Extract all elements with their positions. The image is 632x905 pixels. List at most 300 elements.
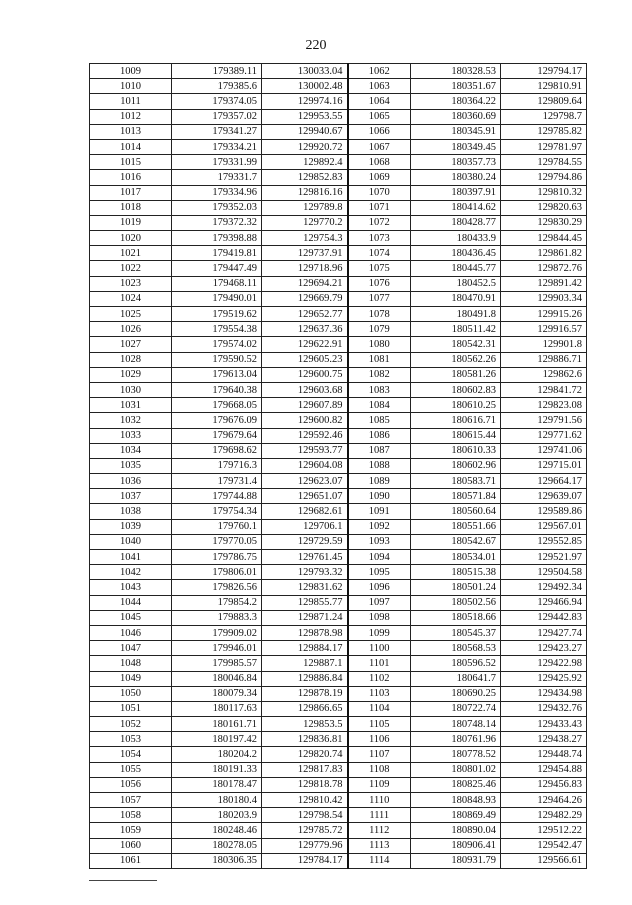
table-row — [90, 777, 587, 792]
point-number-cell: 1102 — [348, 671, 411, 686]
y-coordinate-cell: 129831.62 — [262, 580, 348, 595]
table-row — [90, 458, 587, 473]
y-coordinate-cell: 129820.63 — [501, 200, 587, 215]
table-row — [90, 185, 587, 200]
y-coordinate-cell: 129604.08 — [262, 458, 348, 473]
y-coordinate-cell: 129794.17 — [501, 64, 587, 79]
x-coordinate-cell: 180204.2 — [172, 747, 262, 762]
y-coordinate-cell: 129694.21 — [262, 276, 348, 291]
point-number-cell: 1092 — [348, 519, 411, 534]
x-coordinate-cell: 180452.5 — [411, 276, 501, 291]
table-row — [90, 276, 587, 291]
point-number-cell: 1108 — [348, 762, 411, 777]
point-number-cell: 1100 — [348, 641, 411, 656]
y-coordinate-cell: 129754.3 — [262, 231, 348, 246]
y-coordinate-cell: 129823.08 — [501, 398, 587, 413]
x-coordinate-cell: 179640.38 — [172, 382, 262, 397]
table-row — [90, 200, 587, 215]
x-coordinate-cell: 180596.52 — [411, 656, 501, 671]
x-coordinate-cell: 179468.11 — [172, 276, 262, 291]
point-number-cell: 1069 — [348, 170, 411, 185]
x-coordinate-cell: 180161.71 — [172, 717, 262, 732]
table-row — [90, 261, 587, 276]
x-coordinate-cell: 179731.4 — [172, 474, 262, 489]
point-number-cell: 1037 — [90, 489, 172, 504]
point-number-cell: 1067 — [348, 139, 411, 154]
x-coordinate-cell: 180515.38 — [411, 565, 501, 580]
x-coordinate-cell: 179909.02 — [172, 625, 262, 640]
y-coordinate-cell: 129434.98 — [501, 686, 587, 701]
y-coordinate-cell: 129916.57 — [501, 322, 587, 337]
y-coordinate-cell: 129798.54 — [262, 808, 348, 823]
point-number-cell: 1011 — [90, 94, 172, 109]
x-coordinate-cell: 179883.3 — [172, 610, 262, 625]
x-coordinate-cell: 180511.42 — [411, 322, 501, 337]
point-number-cell: 1061 — [90, 853, 172, 868]
x-coordinate-cell: 180364.22 — [411, 94, 501, 109]
y-coordinate-cell: 129729.59 — [262, 534, 348, 549]
table-row — [90, 398, 587, 413]
x-coordinate-cell: 179946.01 — [172, 641, 262, 656]
x-coordinate-cell: 180931.79 — [411, 853, 501, 868]
y-coordinate-cell: 129784.55 — [501, 155, 587, 170]
y-coordinate-cell: 129423.27 — [501, 641, 587, 656]
y-coordinate-cell: 129492.34 — [501, 580, 587, 595]
y-coordinate-cell: 129779.96 — [262, 838, 348, 853]
point-number-cell: 1104 — [348, 701, 411, 716]
table-row — [90, 155, 587, 170]
x-coordinate-cell: 180534.01 — [411, 550, 501, 565]
point-number-cell: 1035 — [90, 458, 172, 473]
table-row — [90, 352, 587, 367]
x-coordinate-cell: 179372.32 — [172, 215, 262, 230]
table-row — [90, 94, 587, 109]
table-row — [90, 231, 587, 246]
point-number-cell: 1074 — [348, 246, 411, 261]
y-coordinate-cell: 129841.72 — [501, 382, 587, 397]
x-coordinate-cell: 180046.84 — [172, 671, 262, 686]
y-coordinate-cell: 129901.8 — [501, 337, 587, 352]
point-number-cell: 1101 — [348, 656, 411, 671]
x-coordinate-cell: 180616.71 — [411, 413, 501, 428]
y-coordinate-cell: 129891.42 — [501, 276, 587, 291]
y-coordinate-cell: 129607.89 — [262, 398, 348, 413]
x-coordinate-cell: 179334.21 — [172, 139, 262, 154]
point-number-cell: 1048 — [90, 656, 172, 671]
x-coordinate-cell: 179854.2 — [172, 595, 262, 610]
x-coordinate-cell: 180869.49 — [411, 808, 501, 823]
point-number-cell: 1076 — [348, 276, 411, 291]
y-coordinate-cell: 129887.1 — [262, 656, 348, 671]
x-coordinate-cell: 180436.45 — [411, 246, 501, 261]
y-coordinate-cell: 129810.42 — [262, 793, 348, 808]
y-coordinate-cell: 129810.91 — [501, 79, 587, 94]
y-coordinate-cell: 129464.26 — [501, 793, 587, 808]
x-coordinate-cell: 179447.49 — [172, 261, 262, 276]
y-coordinate-cell: 129427.74 — [501, 625, 587, 640]
y-coordinate-cell: 129432.76 — [501, 701, 587, 716]
point-number-cell: 1045 — [90, 610, 172, 625]
point-number-cell: 1078 — [348, 307, 411, 322]
table-row — [90, 853, 587, 868]
x-coordinate-cell: 180380.24 — [411, 170, 501, 185]
point-number-cell: 1051 — [90, 701, 172, 716]
x-coordinate-cell: 180761.96 — [411, 732, 501, 747]
point-number-cell: 1107 — [348, 747, 411, 762]
table-row — [90, 732, 587, 747]
x-coordinate-cell: 179331.7 — [172, 170, 262, 185]
table-row — [90, 170, 587, 185]
x-coordinate-cell: 180562.26 — [411, 352, 501, 367]
x-coordinate-cell: 180722.74 — [411, 701, 501, 716]
x-coordinate-cell: 180414.62 — [411, 200, 501, 215]
point-number-cell: 1032 — [90, 413, 172, 428]
table-row — [90, 246, 587, 261]
y-coordinate-cell: 129422.98 — [501, 656, 587, 671]
footnote-divider — [89, 880, 157, 881]
x-coordinate-cell: 180180.4 — [172, 793, 262, 808]
y-coordinate-cell: 129830.29 — [501, 215, 587, 230]
y-coordinate-cell: 129866.65 — [262, 701, 348, 716]
table-row — [90, 838, 587, 853]
point-number-cell: 1071 — [348, 200, 411, 215]
x-coordinate-cell: 180641.7 — [411, 671, 501, 686]
y-coordinate-cell: 129903.34 — [501, 291, 587, 306]
point-number-cell: 1105 — [348, 717, 411, 732]
x-coordinate-cell: 179419.81 — [172, 246, 262, 261]
x-coordinate-cell: 179389.11 — [172, 64, 262, 79]
point-number-cell: 1106 — [348, 732, 411, 747]
y-coordinate-cell: 129940.67 — [262, 124, 348, 139]
point-number-cell: 1018 — [90, 200, 172, 215]
point-number-cell: 1010 — [90, 79, 172, 94]
point-number-cell: 1095 — [348, 565, 411, 580]
y-coordinate-cell: 129741.06 — [501, 443, 587, 458]
y-coordinate-cell: 130033.04 — [262, 64, 348, 79]
table-row — [90, 550, 587, 565]
point-number-cell: 1014 — [90, 139, 172, 154]
point-number-cell: 1088 — [348, 458, 411, 473]
point-number-cell: 1090 — [348, 489, 411, 504]
point-number-cell: 1068 — [348, 155, 411, 170]
y-coordinate-cell: 129794.86 — [501, 170, 587, 185]
point-number-cell: 1033 — [90, 428, 172, 443]
x-coordinate-cell: 180428.77 — [411, 215, 501, 230]
y-coordinate-cell: 129809.64 — [501, 94, 587, 109]
y-coordinate-cell: 129853.5 — [262, 717, 348, 732]
y-coordinate-cell: 129785.72 — [262, 823, 348, 838]
table-row — [90, 747, 587, 762]
x-coordinate-cell: 179716.3 — [172, 458, 262, 473]
x-coordinate-cell: 179385.6 — [172, 79, 262, 94]
point-number-cell: 1065 — [348, 109, 411, 124]
x-coordinate-cell: 180328.53 — [411, 64, 501, 79]
point-number-cell: 1019 — [90, 215, 172, 230]
point-number-cell: 1091 — [348, 504, 411, 519]
y-coordinate-cell: 129886.71 — [501, 352, 587, 367]
x-coordinate-cell: 180542.67 — [411, 534, 501, 549]
x-coordinate-cell: 179754.34 — [172, 504, 262, 519]
x-coordinate-cell: 180178.47 — [172, 777, 262, 792]
point-number-cell: 1066 — [348, 124, 411, 139]
point-number-cell: 1039 — [90, 519, 172, 534]
point-number-cell: 1022 — [90, 261, 172, 276]
y-coordinate-cell: 129886.84 — [262, 671, 348, 686]
point-number-cell: 1012 — [90, 109, 172, 124]
x-coordinate-cell: 180602.96 — [411, 458, 501, 473]
point-number-cell: 1016 — [90, 170, 172, 185]
x-coordinate-cell: 179760.1 — [172, 519, 262, 534]
y-coordinate-cell: 129818.78 — [262, 777, 348, 792]
point-number-cell: 1114 — [348, 853, 411, 868]
x-coordinate-cell: 180360.69 — [411, 109, 501, 124]
y-coordinate-cell: 129852.83 — [262, 170, 348, 185]
y-coordinate-cell: 129872.76 — [501, 261, 587, 276]
point-number-cell: 1013 — [90, 124, 172, 139]
point-number-cell: 1111 — [348, 808, 411, 823]
point-number-cell: 1025 — [90, 307, 172, 322]
point-number-cell: 1034 — [90, 443, 172, 458]
x-coordinate-cell: 179668.05 — [172, 398, 262, 413]
x-coordinate-cell: 180501.24 — [411, 580, 501, 595]
x-coordinate-cell: 180470.91 — [411, 291, 501, 306]
x-coordinate-cell: 180602.83 — [411, 382, 501, 397]
table-row — [90, 762, 587, 777]
point-number-cell: 1060 — [90, 838, 172, 853]
y-coordinate-cell: 129798.7 — [501, 109, 587, 124]
y-coordinate-cell: 129592.46 — [262, 428, 348, 443]
point-number-cell: 1043 — [90, 580, 172, 595]
point-number-cell: 1049 — [90, 671, 172, 686]
x-coordinate-cell: 179374.05 — [172, 94, 262, 109]
y-coordinate-cell: 129878.98 — [262, 625, 348, 640]
point-number-cell: 1103 — [348, 686, 411, 701]
y-coordinate-cell: 129820.74 — [262, 747, 348, 762]
table-row — [90, 793, 587, 808]
point-number-cell: 1036 — [90, 474, 172, 489]
point-number-cell: 1050 — [90, 686, 172, 701]
table-row — [90, 701, 587, 716]
point-number-cell: 1085 — [348, 413, 411, 428]
x-coordinate-cell: 179985.57 — [172, 656, 262, 671]
table-row — [90, 595, 587, 610]
point-number-cell: 1059 — [90, 823, 172, 838]
y-coordinate-cell: 129605.23 — [262, 352, 348, 367]
table-row — [90, 124, 587, 139]
table-row — [90, 382, 587, 397]
x-coordinate-cell: 180906.41 — [411, 838, 501, 853]
table-row — [90, 625, 587, 640]
y-coordinate-cell: 129622.91 — [262, 337, 348, 352]
y-coordinate-cell: 129623.07 — [262, 474, 348, 489]
y-coordinate-cell: 129433.43 — [501, 717, 587, 732]
x-coordinate-cell: 180568.53 — [411, 641, 501, 656]
y-coordinate-cell: 129974.16 — [262, 94, 348, 109]
point-number-cell: 1038 — [90, 504, 172, 519]
y-coordinate-cell: 129566.61 — [501, 853, 587, 868]
table-row — [90, 580, 587, 595]
y-coordinate-cell: 129567.01 — [501, 519, 587, 534]
point-number-cell: 1096 — [348, 580, 411, 595]
y-coordinate-cell: 129817.83 — [262, 762, 348, 777]
y-coordinate-cell: 129784.17 — [262, 853, 348, 868]
y-coordinate-cell: 130002.48 — [262, 79, 348, 94]
table-row — [90, 565, 587, 580]
x-coordinate-cell: 180571.84 — [411, 489, 501, 504]
x-coordinate-cell: 179574.02 — [172, 337, 262, 352]
x-coordinate-cell: 180825.46 — [411, 777, 501, 792]
x-coordinate-cell: 180748.14 — [411, 717, 501, 732]
y-coordinate-cell: 129512.22 — [501, 823, 587, 838]
point-number-cell: 1084 — [348, 398, 411, 413]
x-coordinate-cell: 179352.03 — [172, 200, 262, 215]
table-row — [90, 808, 587, 823]
x-coordinate-cell: 180545.37 — [411, 625, 501, 640]
x-coordinate-cell: 179698.62 — [172, 443, 262, 458]
point-number-cell: 1082 — [348, 367, 411, 382]
x-coordinate-cell: 180349.45 — [411, 139, 501, 154]
x-coordinate-cell: 179744.88 — [172, 489, 262, 504]
point-number-cell: 1052 — [90, 717, 172, 732]
point-number-cell: 1055 — [90, 762, 172, 777]
y-coordinate-cell: 129915.26 — [501, 307, 587, 322]
x-coordinate-cell: 179676.09 — [172, 413, 262, 428]
table-row — [90, 139, 587, 154]
y-coordinate-cell: 129442.83 — [501, 610, 587, 625]
x-coordinate-cell: 180079.34 — [172, 686, 262, 701]
y-coordinate-cell: 129715.01 — [501, 458, 587, 473]
point-number-cell: 1042 — [90, 565, 172, 580]
x-coordinate-cell: 179334.96 — [172, 185, 262, 200]
y-coordinate-cell: 129456.83 — [501, 777, 587, 792]
table-row — [90, 504, 587, 519]
y-coordinate-cell: 129892.4 — [262, 155, 348, 170]
y-coordinate-cell: 129785.82 — [501, 124, 587, 139]
y-coordinate-cell: 129438.27 — [501, 732, 587, 747]
x-coordinate-cell: 180610.33 — [411, 443, 501, 458]
point-number-cell: 1023 — [90, 276, 172, 291]
y-coordinate-cell: 129651.07 — [262, 489, 348, 504]
y-coordinate-cell: 129761.45 — [262, 550, 348, 565]
point-number-cell: 1079 — [348, 322, 411, 337]
x-coordinate-cell: 179613.04 — [172, 367, 262, 382]
table-row — [90, 474, 587, 489]
y-coordinate-cell: 129771.62 — [501, 428, 587, 443]
table-row — [90, 64, 587, 79]
point-number-cell: 1031 — [90, 398, 172, 413]
table-row — [90, 717, 587, 732]
point-number-cell: 1113 — [348, 838, 411, 853]
point-number-cell: 1112 — [348, 823, 411, 838]
point-number-cell: 1080 — [348, 337, 411, 352]
y-coordinate-cell: 129844.45 — [501, 231, 587, 246]
x-coordinate-cell: 180433.9 — [411, 231, 501, 246]
y-coordinate-cell: 129669.79 — [262, 291, 348, 306]
table-row — [90, 413, 587, 428]
y-coordinate-cell: 129664.17 — [501, 474, 587, 489]
point-number-cell: 1064 — [348, 94, 411, 109]
point-number-cell: 1086 — [348, 428, 411, 443]
point-number-cell: 1098 — [348, 610, 411, 625]
x-coordinate-cell: 179679.64 — [172, 428, 262, 443]
table-row — [90, 307, 587, 322]
table-row — [90, 519, 587, 534]
x-coordinate-cell: 180583.71 — [411, 474, 501, 489]
point-number-cell: 1009 — [90, 64, 172, 79]
x-coordinate-cell: 180801.02 — [411, 762, 501, 777]
x-coordinate-cell: 180278.05 — [172, 838, 262, 853]
point-number-cell: 1030 — [90, 382, 172, 397]
x-coordinate-cell: 180542.31 — [411, 337, 501, 352]
x-coordinate-cell: 179331.99 — [172, 155, 262, 170]
y-coordinate-cell: 129639.07 — [501, 489, 587, 504]
y-coordinate-cell: 129448.74 — [501, 747, 587, 762]
point-number-cell: 1027 — [90, 337, 172, 352]
table-row — [90, 686, 587, 701]
y-coordinate-cell: 129861.82 — [501, 246, 587, 261]
y-coordinate-cell: 129600.75 — [262, 367, 348, 382]
table-row — [90, 534, 587, 549]
y-coordinate-cell: 129504.58 — [501, 565, 587, 580]
point-number-cell: 1057 — [90, 793, 172, 808]
x-coordinate-cell: 180197.42 — [172, 732, 262, 747]
x-coordinate-cell: 180690.25 — [411, 686, 501, 701]
table-row — [90, 79, 587, 94]
point-number-cell: 1087 — [348, 443, 411, 458]
point-number-cell: 1056 — [90, 777, 172, 792]
y-coordinate-cell: 129862.6 — [501, 367, 587, 382]
table-row — [90, 109, 587, 124]
x-coordinate-cell: 179590.52 — [172, 352, 262, 367]
y-coordinate-cell: 129425.92 — [501, 671, 587, 686]
y-coordinate-cell: 129781.97 — [501, 139, 587, 154]
y-coordinate-cell: 129652.77 — [262, 307, 348, 322]
x-coordinate-cell: 180848.93 — [411, 793, 501, 808]
x-coordinate-cell: 180615.44 — [411, 428, 501, 443]
y-coordinate-cell: 129737.91 — [262, 246, 348, 261]
table-row — [90, 291, 587, 306]
y-coordinate-cell: 129816.16 — [262, 185, 348, 200]
y-coordinate-cell: 129552.85 — [501, 534, 587, 549]
table-row — [90, 443, 587, 458]
x-coordinate-cell: 180248.46 — [172, 823, 262, 838]
x-coordinate-cell: 180581.26 — [411, 367, 501, 382]
y-coordinate-cell: 129682.61 — [262, 504, 348, 519]
x-coordinate-cell: 180502.56 — [411, 595, 501, 610]
table-row — [90, 656, 587, 671]
x-coordinate-cell: 179490.01 — [172, 291, 262, 306]
x-coordinate-cell: 180610.25 — [411, 398, 501, 413]
y-coordinate-cell: 129770.2 — [262, 215, 348, 230]
coordinates-table — [89, 63, 587, 869]
y-coordinate-cell: 129871.24 — [262, 610, 348, 625]
table-row — [90, 641, 587, 656]
table-row — [90, 428, 587, 443]
y-coordinate-cell: 129542.47 — [501, 838, 587, 853]
point-number-cell: 1081 — [348, 352, 411, 367]
y-coordinate-cell: 129855.77 — [262, 595, 348, 610]
y-coordinate-cell: 129603.68 — [262, 382, 348, 397]
x-coordinate-cell: 180518.66 — [411, 610, 501, 625]
y-coordinate-cell: 129706.1 — [262, 519, 348, 534]
point-number-cell: 1073 — [348, 231, 411, 246]
x-coordinate-cell: 180397.91 — [411, 185, 501, 200]
x-coordinate-cell: 179341.27 — [172, 124, 262, 139]
y-coordinate-cell: 129836.81 — [262, 732, 348, 747]
y-coordinate-cell: 129884.17 — [262, 641, 348, 656]
point-number-cell: 1028 — [90, 352, 172, 367]
point-number-cell: 1024 — [90, 291, 172, 306]
